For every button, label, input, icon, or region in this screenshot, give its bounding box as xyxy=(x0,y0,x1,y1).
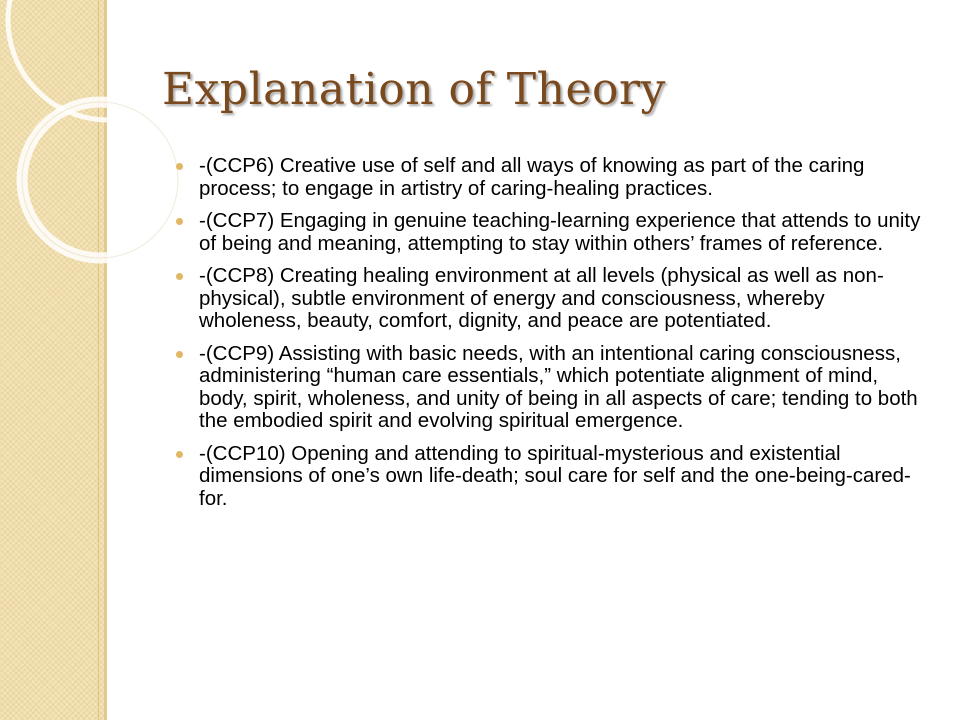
list-item xyxy=(176,443,928,511)
circle-bullet-icon xyxy=(176,351,183,358)
bullet-text: -(CCP9) Assisting with basic needs, with an intentional caring consciousness, administering “human care essentials,” which potentiate alignment of mind, body, spirit, wholeness, and unity of being in all aspects of care; tending to both the embodied spirit and evolving spiritual emergence. xyxy=(199,341,918,432)
circle-bullet-icon xyxy=(176,451,183,458)
list-item xyxy=(176,210,928,255)
bullet-text: -(CCP10) Opening and attending to spiritual-mysterious and existential dimensions of one’s own life-death; soul care for self and the one-being-cared-for. xyxy=(199,441,911,510)
bullet-list xyxy=(176,155,928,520)
page-title: Explanation of Theory xyxy=(162,64,666,115)
list-item xyxy=(176,155,928,200)
circle-bullet-icon xyxy=(176,218,183,225)
list-item xyxy=(176,343,928,433)
circle-bullet-icon xyxy=(176,273,183,280)
bullet-text: -(CCP7) Engaging in genuine teaching-learning experience that attends to unity of being and meaning, attempting to stay within others’ frames of reference. xyxy=(199,209,921,255)
circle-bullet-icon xyxy=(176,163,183,170)
bullet-text: -(CCP6) Creative use of self and all ways of knowing as part of the caring process; to engage in artistry of caring-healing practices. xyxy=(199,154,865,200)
list-item xyxy=(176,265,928,333)
bullet-text: -(CCP8) Creating healing environment at all levels (physical as well as non-physical), subtle environment of energy and consciousness, whereby wholeness, beauty, comfort, dignity, and peace are potentiated. xyxy=(199,264,884,332)
